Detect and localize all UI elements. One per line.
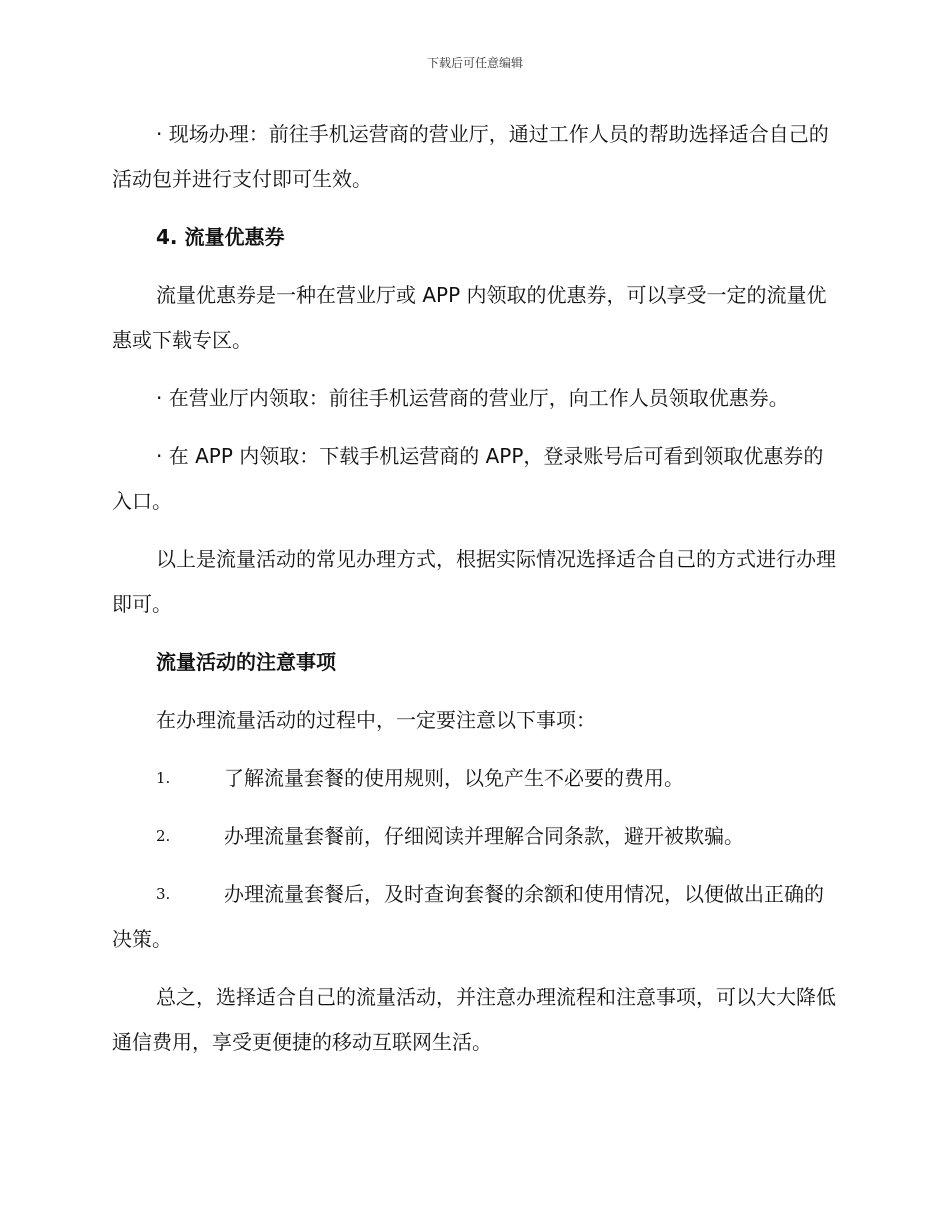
list-text: 办理流量套餐后，及时查询套餐的余额和使用情况，以便做出正确的决策。 [112, 882, 824, 951]
list-number: 3. [156, 885, 171, 903]
section-4-heading: 4. 流量优惠券 [156, 225, 285, 249]
notes-heading: 流量活动的注意事项 [156, 650, 336, 674]
list-number: 2. [156, 827, 171, 845]
coupon-intro-paragraph: 流量优惠券是一种在营业厅或 APP 内领取的优惠券，可以享受一定的流量优惠或下载专区。 [112, 283, 827, 352]
hall-paragraph: · 在营业厅内领取：前往手机运营商的营业厅，向工作人员领取优惠券。 [156, 386, 789, 410]
list-item [112, 872, 842, 962]
document-body [112, 112, 842, 1078]
onsite-paragraph: · 现场办理：前往手机运营商的营业厅，通过工作人员的帮助选择适合自己的活动包并进行支付即可生效。 [112, 122, 829, 191]
app-paragraph: · 在 APP 内领取：下载手机运营商的 APP，登录账号后可看到领取优惠券的入口。 [112, 444, 824, 513]
notes-intro-paragraph: 在办理流量活动的过程中，一定要注意以下事项： [156, 708, 596, 732]
page-header: 下载后可任意编辑 [426, 56, 523, 70]
list-item [112, 814, 842, 859]
list-text: 办理流量套餐前，仔细阅读并理解合同条款，避开被欺骗。 [224, 824, 744, 848]
methods-summary-paragraph: 以上是流量活动的常见办理方式，根据实际情况选择适合自己的方式进行办理即可。 [112, 547, 836, 616]
list-item [112, 756, 842, 801]
list-text: 了解流量套餐的使用规则，以免产生不必要的费用。 [224, 766, 684, 790]
list-number: 1. [156, 769, 171, 787]
conclusion-paragraph: 总之，选择适合自己的流量活动，并注意办理流程和注意事项，可以大大降低通信费用，享受更便捷的移动互联网生活。 [112, 985, 836, 1054]
